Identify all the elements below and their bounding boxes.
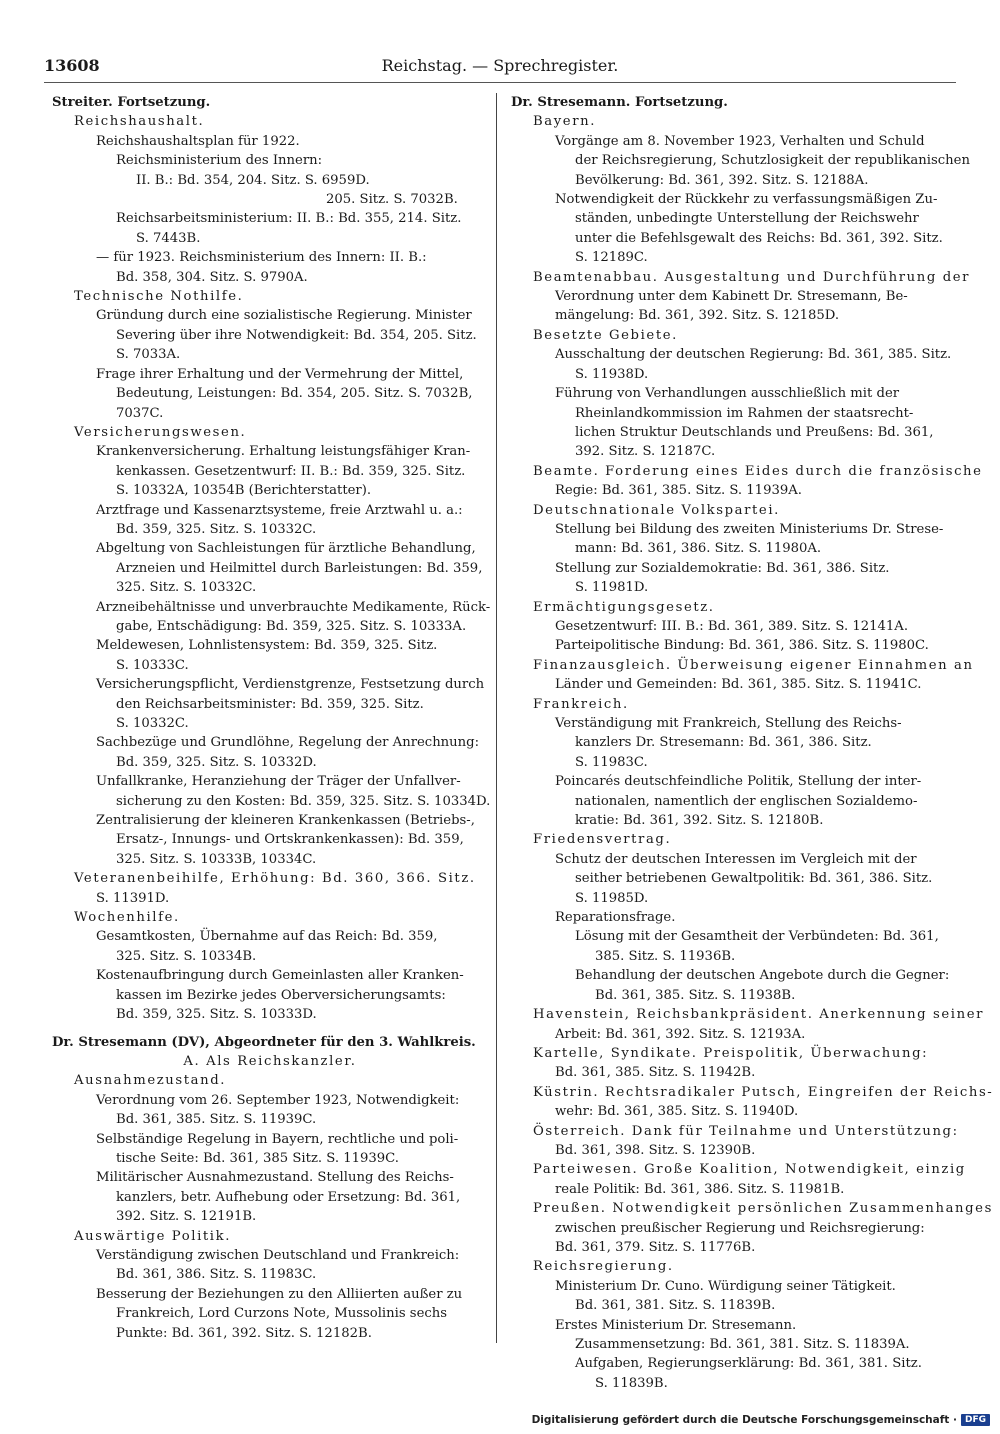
index-line: Bevölkerung: Bd. 361, 392. Sitz. S. 12188A. bbox=[575, 172, 869, 188]
footer-credit: Digitalisierung gefördert durch die Deutsche Forschungsgemeinschaft · bbox=[531, 1414, 957, 1426]
index-line: S. 11839B. bbox=[595, 1375, 668, 1391]
index-line: Bd. 361, 385. Sitz. S. 11942B. bbox=[555, 1065, 756, 1081]
index-line: Küstrin. Rechtsradikaler Putsch, Eingreifen der Reichs- bbox=[533, 1084, 994, 1100]
index-line: Dr. Stresemann. Fortsetzung. bbox=[511, 95, 728, 110]
index-line: Gesetzentwurf: III. B.: Bd. 361, 389. Sitz. S. 12141A. bbox=[555, 618, 909, 634]
index-line: Versicherungswesen. bbox=[74, 424, 247, 440]
index-line: Bd. 361, 386. Sitz. S. 11983C. bbox=[116, 1267, 317, 1283]
index-line: tische Seite: Bd. 361, 385 Sitz. S. 11939C. bbox=[116, 1150, 399, 1166]
spacer bbox=[52, 1025, 488, 1033]
index-line: Technische Nothilfe. bbox=[74, 289, 244, 305]
index-line: Streiter. Fortsetzung. bbox=[52, 95, 211, 110]
index-line: Frage ihrer Erhaltung und der Vermehrung der Mittel, bbox=[96, 366, 464, 382]
index-line: Veteranenbeihilfe, Erhöhung: Bd. 360, 366. Sitz. bbox=[74, 871, 476, 887]
index-line: wehr: Bd. 361, 385. Sitz. S. 11940D. bbox=[555, 1104, 799, 1120]
index-line: S. 11983C. bbox=[575, 754, 648, 770]
index-line: S. 7443B. bbox=[136, 230, 201, 246]
index-line: ständen, unbedingte Unterstellung der Reichswehr bbox=[575, 211, 919, 227]
index-line: S. 11981D. bbox=[575, 580, 649, 596]
index-line: reale Politik: Bd. 361, 386. Sitz. S. 11981B. bbox=[555, 1181, 845, 1197]
index-line: Reichsministerium des Innern: bbox=[116, 153, 323, 169]
index-line: Poincarés deutschfeindliche Politik, Stellung der inter- bbox=[555, 774, 922, 790]
index-line: kassen im Bezirke jedes Oberversicherungsamts: bbox=[116, 987, 446, 1003]
index-line: seither betriebenen Gewaltpolitik: Bd. 361, 386. Sitz. bbox=[575, 871, 933, 887]
index-line: Verordnung unter dem Kabinett Dr. Stresemann, Be- bbox=[555, 289, 908, 305]
index-line: Krankenversicherung. Erhaltung leistungsfähiger Kran- bbox=[96, 444, 471, 460]
index-line: Stellung bei Bildung des zweiten Ministeriums Dr. Strese- bbox=[555, 521, 944, 537]
index-line: Auswärtige Politik. bbox=[74, 1228, 232, 1244]
index-line: Schutz der deutschen Interessen im Vergleich mit der bbox=[555, 851, 917, 867]
index-line: sicherung zu den Kosten: Bd. 359, 325. Sitz. S. 10334D. bbox=[116, 793, 491, 809]
index-line: Arzneibehältnisse und unverbrauchte Medikamente, Rück- bbox=[96, 599, 491, 615]
index-line: Reichsarbeitsministerium: II. B.: Bd. 355, 214. Sitz. bbox=[116, 211, 462, 227]
index-line: Erstes Ministerium Dr. Stresemann. bbox=[555, 1317, 797, 1333]
index-line: Reparationsfrage. bbox=[555, 910, 676, 926]
index-line: der Reichsregierung, Schutzlosigkeit der republikanischen bbox=[575, 153, 970, 169]
index-line: den Reichsarbeitsminister: Bd. 359, 325. Sitz. bbox=[116, 696, 424, 712]
index-line: Bd. 361, 398. Sitz. S. 12390B. bbox=[555, 1142, 756, 1158]
index-line: kanzlers, betr. Aufhebung oder Ersetzung: Bd. 361, bbox=[116, 1189, 461, 1205]
index-line: Verständigung mit Frankreich, Stellung des Reichs- bbox=[555, 716, 902, 731]
index-line: Bd. 361, 379. Sitz. S. 11776B. bbox=[555, 1239, 756, 1255]
index-line: Kostenaufbringung durch Gemeinlasten aller Kranken- bbox=[96, 968, 464, 984]
index-line: Ausschaltung der deutschen Regierung: Bd. 361, 385. Sitz. bbox=[555, 347, 952, 363]
index-line: Österreich. Dank für Teilnahme und Unterstützung: bbox=[533, 1123, 959, 1139]
page-header bbox=[44, 54, 956, 83]
index-line: Vorgänge am 8. November 1923, Verhalten und Schuld bbox=[555, 133, 925, 149]
index-line: 325. Sitz. S. 10334B. bbox=[116, 948, 257, 964]
index-line: Besserung der Beziehungen zu den Alliierten außer zu bbox=[96, 1286, 463, 1302]
dfg-logo: DFG bbox=[961, 1414, 990, 1426]
footer bbox=[532, 1414, 990, 1426]
index-line: Besetzte Gebiete. bbox=[533, 327, 678, 343]
index-line: mängelung: Bd. 361, 392. Sitz. S. 12185D. bbox=[555, 308, 840, 324]
index-line: nationalen, namentlich der englischen Sozialdemo- bbox=[575, 793, 918, 809]
index-line: kratie: Bd. 361, 392. Sitz. S. 12180B. bbox=[575, 813, 824, 829]
index-line: Ausnahmezustand. bbox=[74, 1073, 227, 1089]
index-line: A. Als Reichskanzler. bbox=[183, 1053, 357, 1069]
index-line: mann: Bd. 361, 386. Sitz. S. 11980A. bbox=[575, 541, 822, 557]
index-line: 392. Sitz. S. 12191B. bbox=[116, 1209, 257, 1225]
index-line: Selbständige Regelung in Bayern, rechtliche und poli- bbox=[96, 1131, 459, 1147]
index-line: Wochenhilfe. bbox=[74, 910, 180, 926]
index-line: Preußen. Notwendigkeit persönlichen Zusammenhanges bbox=[533, 1201, 993, 1217]
index-line: Finanzausgleich. Überweisung eigener Einnahmen an bbox=[533, 657, 974, 673]
index-line: Bd. 359, 325. Sitz. S. 10333D. bbox=[116, 1007, 317, 1023]
page-number: 13608 bbox=[44, 56, 100, 75]
index-line: Beamte. Forderung eines Eides durch die französische bbox=[533, 463, 983, 479]
index-line: Regie: Bd. 361, 385. Sitz. S. 11939A. bbox=[555, 483, 802, 499]
index-line: Militärischer Ausnahmezustand. Stellung des Reichs- bbox=[96, 1170, 454, 1186]
index-line: Gesamtkosten, Übernahme auf das Reich: Bd. 359, bbox=[96, 929, 438, 945]
index-line: Deutschnationale Volkspartei. bbox=[533, 502, 780, 518]
index-line: II. B.: Bd. 354, 204. Sitz. S. 6959D. bbox=[136, 172, 370, 188]
index-line: S. 10332C. bbox=[116, 716, 189, 731]
index-line: Reichshaushaltsplan für 1922. bbox=[96, 133, 300, 149]
index-line: Bd. 361, 385. Sitz. S. 11938B. bbox=[595, 987, 796, 1003]
index-line: Verordnung vom 26. September 1923, Notwendigkeit: bbox=[96, 1092, 460, 1108]
index-line: unter die Befehlsgewalt des Reichs: Bd. 361, 392. Sitz. bbox=[575, 230, 943, 246]
index-line: Behandlung der deutschen Angebote durch die Gegner: bbox=[575, 968, 950, 984]
index-line: Abgeltung von Sachleistungen für ärztliche Behandlung, bbox=[96, 541, 476, 557]
index-line: Friedensvertrag. bbox=[533, 832, 672, 848]
index-line: Führung von Verhandlungen ausschließlich mit der bbox=[555, 386, 900, 402]
right-column bbox=[496, 93, 994, 1391]
index-line: Zentralisierung der kleineren Krankenkassen (Betriebs-, bbox=[96, 813, 475, 829]
index-line: 7037C. bbox=[116, 405, 164, 421]
index-line: S. 11391D. bbox=[96, 890, 170, 906]
index-line: Verständigung zwischen Deutschland und Frankreich: bbox=[96, 1247, 460, 1263]
index-line: S. 10333C. bbox=[116, 657, 189, 673]
index-line: Parteiwesen. Große Koalition, Notwendigkeit, einzig bbox=[533, 1162, 966, 1178]
index-line: Arzneien und Heilmittel durch Barleistungen: Bd. 359, bbox=[116, 560, 483, 576]
index-line: Versicherungspflicht, Verdienstgrenze, Festsetzung durch bbox=[96, 677, 485, 693]
index-line: Parteipolitische Bindung: Bd. 361, 386. Sitz. S. 11980C. bbox=[555, 638, 929, 654]
index-line: Unfallkranke, Heranziehung der Träger der Unfallver- bbox=[96, 774, 461, 790]
index-line: Punkte: Bd. 361, 392. Sitz. S. 12182B. bbox=[116, 1325, 372, 1341]
index-line: Arztfrage und Kassenarztsysteme, freie Arztwahl u. a.: bbox=[96, 502, 463, 518]
index-line: Sachbezüge und Grundlöhne, Regelung der Anrechnung: bbox=[96, 735, 480, 751]
index-line: S. 7033A. bbox=[116, 347, 181, 363]
index-line: 392. Sitz. S. 12187C. bbox=[575, 444, 716, 460]
index-line: 325. Sitz. S. 10333B, 10334C. bbox=[116, 851, 317, 867]
index-line: S. 11938D. bbox=[575, 366, 649, 382]
index-line: lichen Struktur Deutschlands und Preußens: Bd. 361, bbox=[575, 424, 934, 440]
index-line: 385. Sitz. S. 11936B. bbox=[595, 948, 736, 964]
index-line: Frankreich, Lord Curzons Note, Mussolinis sechs bbox=[116, 1306, 448, 1322]
index-line: Bd. 361, 381. Sitz. S. 11839B. bbox=[575, 1298, 776, 1314]
index-line: Ermächtigungsgesetz. bbox=[533, 599, 715, 615]
index-line: Bayern. bbox=[533, 114, 596, 130]
index-line: Arbeit: Bd. 361, 392. Sitz. S. 12193A. bbox=[555, 1026, 806, 1042]
index-line: Frankreich. bbox=[533, 696, 629, 712]
index-line: 205. Sitz. S. 7032B. bbox=[326, 192, 458, 208]
index-line: Ersatz-, Innungs- und Ortskrankenkassen): Bd. 359, bbox=[116, 832, 464, 848]
index-line: Lösung mit der Gesamtheit der Verbündeten: Bd. 361, bbox=[575, 929, 939, 945]
index-line: S. 12189C. bbox=[575, 250, 648, 266]
left-column bbox=[52, 93, 491, 1343]
running-title: Reichstag. — Sprechregister. bbox=[381, 56, 619, 75]
index-line: 325. Sitz. S. 10332C. bbox=[116, 580, 257, 596]
index-line: Länder und Gemeinden: Bd. 361, 385. Sitz. S. 11941C. bbox=[555, 677, 922, 693]
index-line: Beamtenabbau. Ausgestaltung und Durchführung der bbox=[533, 269, 971, 285]
index-line: Notwendigkeit der Rückkehr zu verfassungsmäßigen Zu- bbox=[555, 192, 938, 208]
index-line: Bd. 358, 304. Sitz. S. 9790A. bbox=[116, 269, 308, 285]
index-line: Ministerium Dr. Cuno. Würdigung seiner Tätigkeit. bbox=[555, 1278, 896, 1294]
index-line: gabe, Entschädigung: Bd. 359, 325. Sitz. S. 10333A. bbox=[116, 618, 467, 634]
index-line: Bd. 359, 325. Sitz. S. 10332D. bbox=[116, 754, 317, 770]
index-line: Aufgaben, Regierungserklärung: Bd. 361, 381. Sitz. bbox=[575, 1356, 922, 1372]
index-line: Reichsregierung. bbox=[533, 1259, 674, 1275]
index-line: S. 11985D. bbox=[575, 890, 649, 906]
index-line: Dr. Stresemann (DV), Abgeordneter für den 3. Wahlkreis. bbox=[52, 1034, 476, 1050]
index-line: Rheinlandkommission im Rahmen der staatsrecht- bbox=[575, 405, 914, 421]
index-line: Bedeutung, Leistungen: Bd. 354, 205. Sitz. S. 7032B, bbox=[116, 386, 473, 402]
index-line: Kartelle, Syndikate. Preispolitik, Überwachung: bbox=[533, 1045, 929, 1061]
index-line: Bd. 361, 385. Sitz. S. 11939C. bbox=[116, 1112, 317, 1128]
index-line: — für 1923. Reichsministerium des Innern: II. B.: bbox=[96, 250, 427, 266]
index-line: Zusammensetzung: Bd. 361, 381. Sitz. S. 11839A. bbox=[575, 1337, 910, 1352]
index-line: zwischen preußischer Regierung und Reichsregierung: bbox=[555, 1220, 925, 1236]
index-line: Havenstein, Reichsbankpräsident. Anerkennung seiner bbox=[533, 1007, 984, 1023]
index-line: Stellung zur Sozialdemokratie: Bd. 361, 386. Sitz. bbox=[555, 560, 890, 576]
index-line: Gründung durch eine sozialistische Regierung. Minister bbox=[96, 308, 472, 324]
index-line: Severing über ihre Notwendigkeit: Bd. 354, 205. Sitz. bbox=[116, 327, 477, 343]
index-line: kenkassen. Gesetzentwurf: II. B.: Bd. 359, 325. Sitz. bbox=[116, 463, 466, 479]
index-line: Reichshaushalt. bbox=[74, 114, 205, 130]
index-line: Meldewesen, Lohnlistensystem: Bd. 359, 325. Sitz. bbox=[96, 638, 438, 654]
index-line: S. 10332A, 10354B (Berichterstatter). bbox=[116, 483, 372, 499]
index-line: kanzlers Dr. Stresemann: Bd. 361, 386. Sitz. bbox=[575, 735, 872, 751]
index-line: Bd. 359, 325. Sitz. S. 10332C. bbox=[116, 521, 317, 537]
